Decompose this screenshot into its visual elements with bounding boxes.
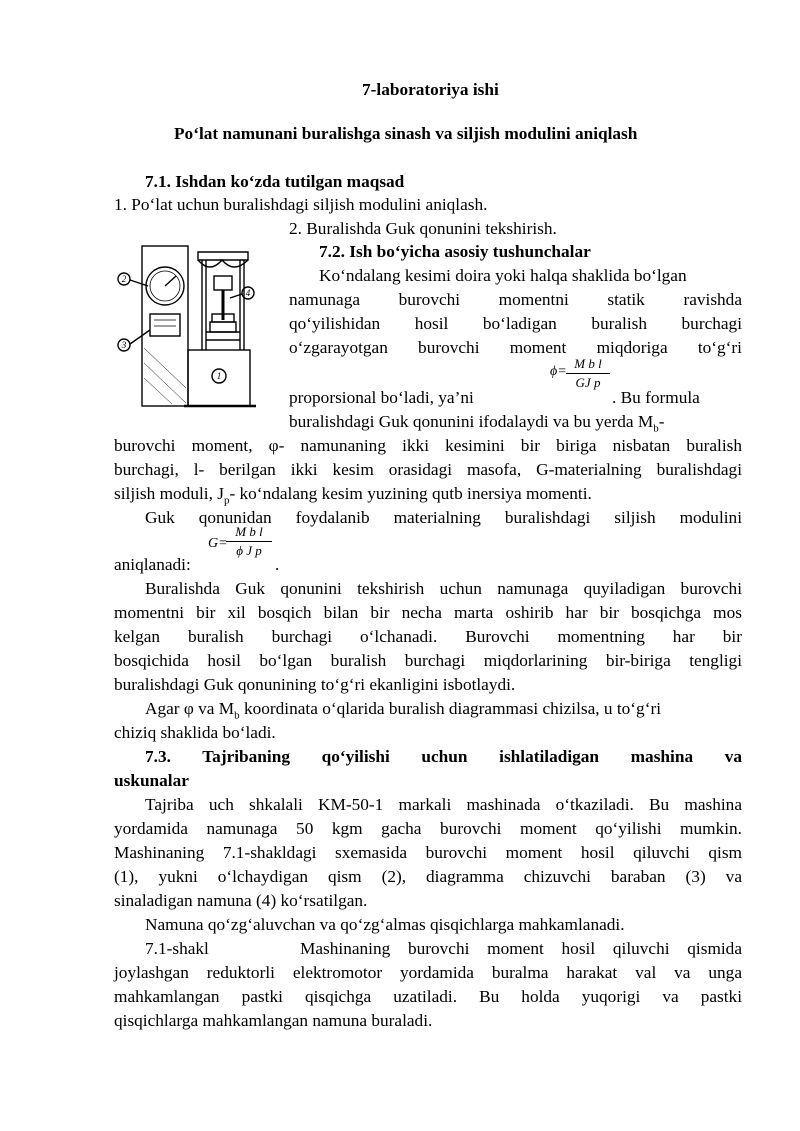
testing-machine-figure <box>114 238 274 410</box>
lab-number: 7-laboratoriya ishi <box>362 80 499 99</box>
torsion-formula <box>566 356 610 391</box>
text-line: joylashgan reduktorli elektromotor yordamida buralma harakat val va unga <box>114 963 742 982</box>
formula-denominator: ϕ J p <box>226 541 272 559</box>
text-line: Ko‘ndalang kesimi doira yoki halqa shaklida bo‘lgan <box>319 266 687 285</box>
text-line: namunaga burovchi momentni statik ravishda <box>289 290 742 309</box>
text-line: yordamida namunaga 50 kgm gacha burovchi moment qo‘yilishi mumkin. <box>114 819 742 838</box>
section-7-3-heading-cont: uskunalar <box>114 771 189 790</box>
text-line: Guk qonunidan foydalanib materialning buralishdagi siljish modulini <box>145 508 742 527</box>
text-line: Namuna qo‘zg‘aluvchan va qo‘zg‘almas qisqichlarga mahkamlanadi. <box>145 915 625 934</box>
goal-item-2: 2. Buralishda Guk qonunini tekshirish. <box>289 219 557 238</box>
text-line: proporsional bo‘ladi, ya’ni <box>289 388 474 407</box>
text-line: burovchi moment, φ- namunaning ikki kesimini bir biriga nisbatan buralish <box>114 436 742 455</box>
text-line: buralishdagi Guk qonunini ifodalaydi va bu yerda $M_b-$ <box>289 412 665 435</box>
formula-numerator: M b l <box>574 356 602 371</box>
figure-label-3: 3 <box>121 340 127 350</box>
text-line: qisqichlarga mahkamlangan namuna buraladi. <box>114 1011 433 1030</box>
text-line: buralishdagi Guk qonunining to‘g‘ri ekanligini isbotlaydi. <box>114 675 516 694</box>
text-line: siljish moduli, $J_p-$ ko‘ndalang kesim yuzining qutb inersiya momenti. <box>114 484 592 507</box>
text-line: bosqichida hosil bo‘lgan buralish burchagi miqdorlarining bir-biriga tengligi <box>114 651 742 670</box>
text-line: Mashinaning 7.1-shakldagi sxemasida burovchi moment hosil qiluvchi qism <box>114 843 742 862</box>
figure-label-1: 1 <box>216 371 222 381</box>
text-line: (1), yukni o‘lchaydigan qism (2), diagramma chizuvchi baraban (3) va <box>114 867 742 886</box>
text-line: Tajriba uch shkalali KM-50-1 markali mashinada o‘tkaziladi. Bu mashina <box>145 795 742 814</box>
text-line: kelgan buralish burchagi o‘lchanadi. Burovchi momentning har bir <box>114 627 742 646</box>
section-7-1-heading: 7.1. Ishdan ko‘zda tutilgan maqsad <box>145 172 405 191</box>
text-line: burchagi, l- berilgan ikki kesim orasidagi masofa, G-materialning buralishdagi <box>114 460 742 479</box>
shear-modulus-formula <box>226 524 272 559</box>
text-line: momentni bir xil bosqich bilan bir necha marta oshirib har bir bosqichga mos <box>114 603 742 622</box>
page-title: Po‘lat namunani buralishga sinash va siljish modulini aniqlash <box>174 124 638 143</box>
figure-caption: 7.1-shakl <box>145 939 209 958</box>
figure-label-4: 4 <box>245 288 251 298</box>
text-line: Buralishda Guk qonunini tekshirish uchun namunaga quyiladigan burovchi <box>145 579 742 598</box>
goal-item-1: 1. Po‘lat uchun buralishdagi siljish modulini aniqlash. <box>114 195 488 214</box>
text-line: . Bu formula <box>612 388 700 407</box>
figure-label-2: 2 <box>121 274 127 284</box>
text-line: o‘zgarayotgan burovchi moment miqdoriga to‘g‘ri <box>289 338 742 357</box>
text-line: aniqlanadi: <box>114 555 191 574</box>
text-line: mahkamlangan pastki qisqichga uzatiladi. Bu holda yuqorigi va pastki <box>114 987 742 1006</box>
shear-modulus-formula-lhs: G= <box>208 536 228 551</box>
section-7-2-heading: 7.2. Ish bo‘yicha asosiy tushunchalar <box>319 242 591 261</box>
section-7-3-heading: 7.3. Tajribaning qo‘yilishi uchun ishlatiladigan mashina va <box>145 747 742 766</box>
text-line: Mashinaning burovchi moment hosil qiluvchi qismida <box>300 939 742 958</box>
text-line: qo‘yilishidan hosil bo‘ladigan buralish burchagi <box>289 314 742 333</box>
text-line: chiziq shaklida bo‘ladi. <box>114 723 276 742</box>
text-line: sinaladigan namuna (4) ko‘rsatilgan. <box>114 891 368 910</box>
formula-numerator: M b l <box>235 524 263 539</box>
text-line: Agar φ va $M_b$ koordinata o‘qlarida buralish diagrammasi chizilsa, u to‘g‘ri <box>145 699 662 722</box>
formula-denominator: GJ p <box>566 373 610 391</box>
torsion-formula-lhs: ϕ= <box>550 364 567 379</box>
text-line: . <box>275 555 280 574</box>
